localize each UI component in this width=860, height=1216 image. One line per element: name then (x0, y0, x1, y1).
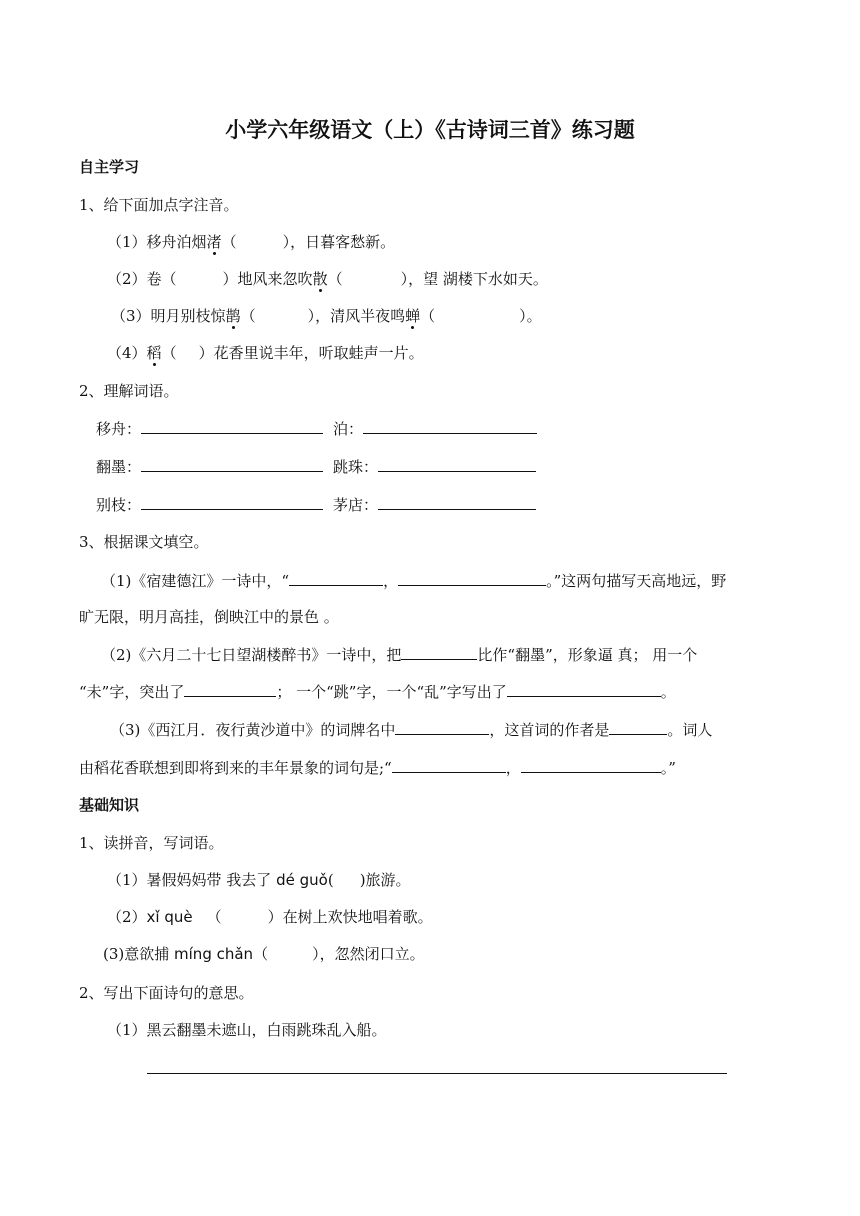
answer-line[interactable] (141, 494, 323, 510)
answer-line[interactable] (395, 719, 489, 735)
pinyin-write-item-3: (3)意欲捕 míng chǎn（ ），忽然闭口立。 (103, 945, 425, 963)
answer-line[interactable] (398, 570, 546, 586)
basics-question-1-heading: 1、读拼音，写词语。 (79, 834, 224, 852)
section-heading-basics: 基础知识 (79, 796, 140, 814)
answer-line[interactable] (289, 570, 383, 586)
pinyin-item-2: （2）卷（ ）地风来忽吹散（ ），望 湖楼下水如天。 (107, 270, 548, 288)
question-3-heading: 3、根据课文填空。 (79, 533, 209, 551)
vocab-row-1: 移舟： 泊： (96, 418, 537, 439)
answer-line[interactable] (609, 719, 667, 735)
dotted-char: 蝉 (405, 307, 421, 325)
poem-line-item-1: （1）黑云翻墨未遮山，白雨跳珠乱入船。 (107, 1021, 387, 1039)
answer-line[interactable] (141, 456, 323, 472)
dotted-char: 散 (312, 270, 328, 288)
vocab-row-3: 别枝： 茅店： (96, 494, 536, 515)
fill-in-3-line-2: 由稻花香联想到即将到来的丰年景象的词句是;“ ， 。” (79, 759, 676, 777)
question-2-heading: 2、理解词语。 (79, 382, 179, 400)
section-heading-self-study: 自主学习 (79, 158, 140, 176)
answer-line[interactable] (141, 418, 323, 434)
answer-line[interactable] (401, 644, 477, 660)
answer-line[interactable] (378, 494, 536, 510)
answer-line[interactable] (184, 681, 276, 697)
dotted-char: 鹊 (225, 307, 241, 325)
pinyin-item-1: （1）移舟泊烟渚（ ），日暮客愁新。 (107, 233, 396, 251)
question-1-heading: 1、给下面加点字注音。 (79, 196, 239, 214)
pinyin-item-4: （4）稻（ ）花香里说丰年，听取蛙声一片。 (107, 344, 424, 362)
pinyin-item-3: （3）明月别枝惊鹊（ ），清风半夜鸣蝉（ ）。 (111, 307, 542, 325)
vocab-row-2: 翻墨： 跳珠： (96, 456, 536, 477)
answer-line[interactable] (378, 456, 536, 472)
fill-in-2-line-1: （2)《六月二十七日望湖楼醉书》一诗中，把 比作“翻墨”，形象逼 真； 用一个 (101, 646, 698, 664)
pinyin-write-item-1: （1）暑假妈妈带 我去了 dé guǒ( )旅游。 (107, 871, 411, 889)
pinyin-text: dé guǒ (276, 871, 328, 889)
page-title: 小学六年级语文（上）《古诗词三首》练习题 (225, 118, 635, 142)
fill-in-1-line-2: 旷无限，明月高挂，倒映江中的景色 。 (79, 608, 339, 626)
fill-in-1-line-1: （1)《宿建德江》一诗中，“ ， 。”这两句描写天高地远，野 (101, 572, 727, 590)
pinyin-write-item-2: （2）xǐ què （ ）在树上欢快地唱着歌。 (107, 908, 433, 926)
answer-line[interactable] (521, 757, 661, 773)
fill-in-2-line-2: “未”字，突出了 ； 一个“跳”字，一个“乱”字写出了 。 (79, 683, 676, 701)
fill-in-3-line-1: （3)《西江月．夜行黄沙道中》的词牌名中 ，这首词的作者是 。词人 (110, 721, 713, 739)
answer-line[interactable] (147, 1073, 727, 1074)
pinyin-text: míng chǎn (174, 945, 254, 963)
dotted-char: 稻 (146, 344, 162, 362)
pinyin-text: xǐ què (146, 908, 193, 926)
basics-question-2-heading: 2、写出下面诗句的意思。 (79, 984, 254, 1002)
answer-line[interactable] (507, 681, 661, 697)
answer-line[interactable] (363, 418, 537, 434)
dotted-char: 渚 (206, 233, 222, 251)
answer-line[interactable] (392, 757, 506, 773)
